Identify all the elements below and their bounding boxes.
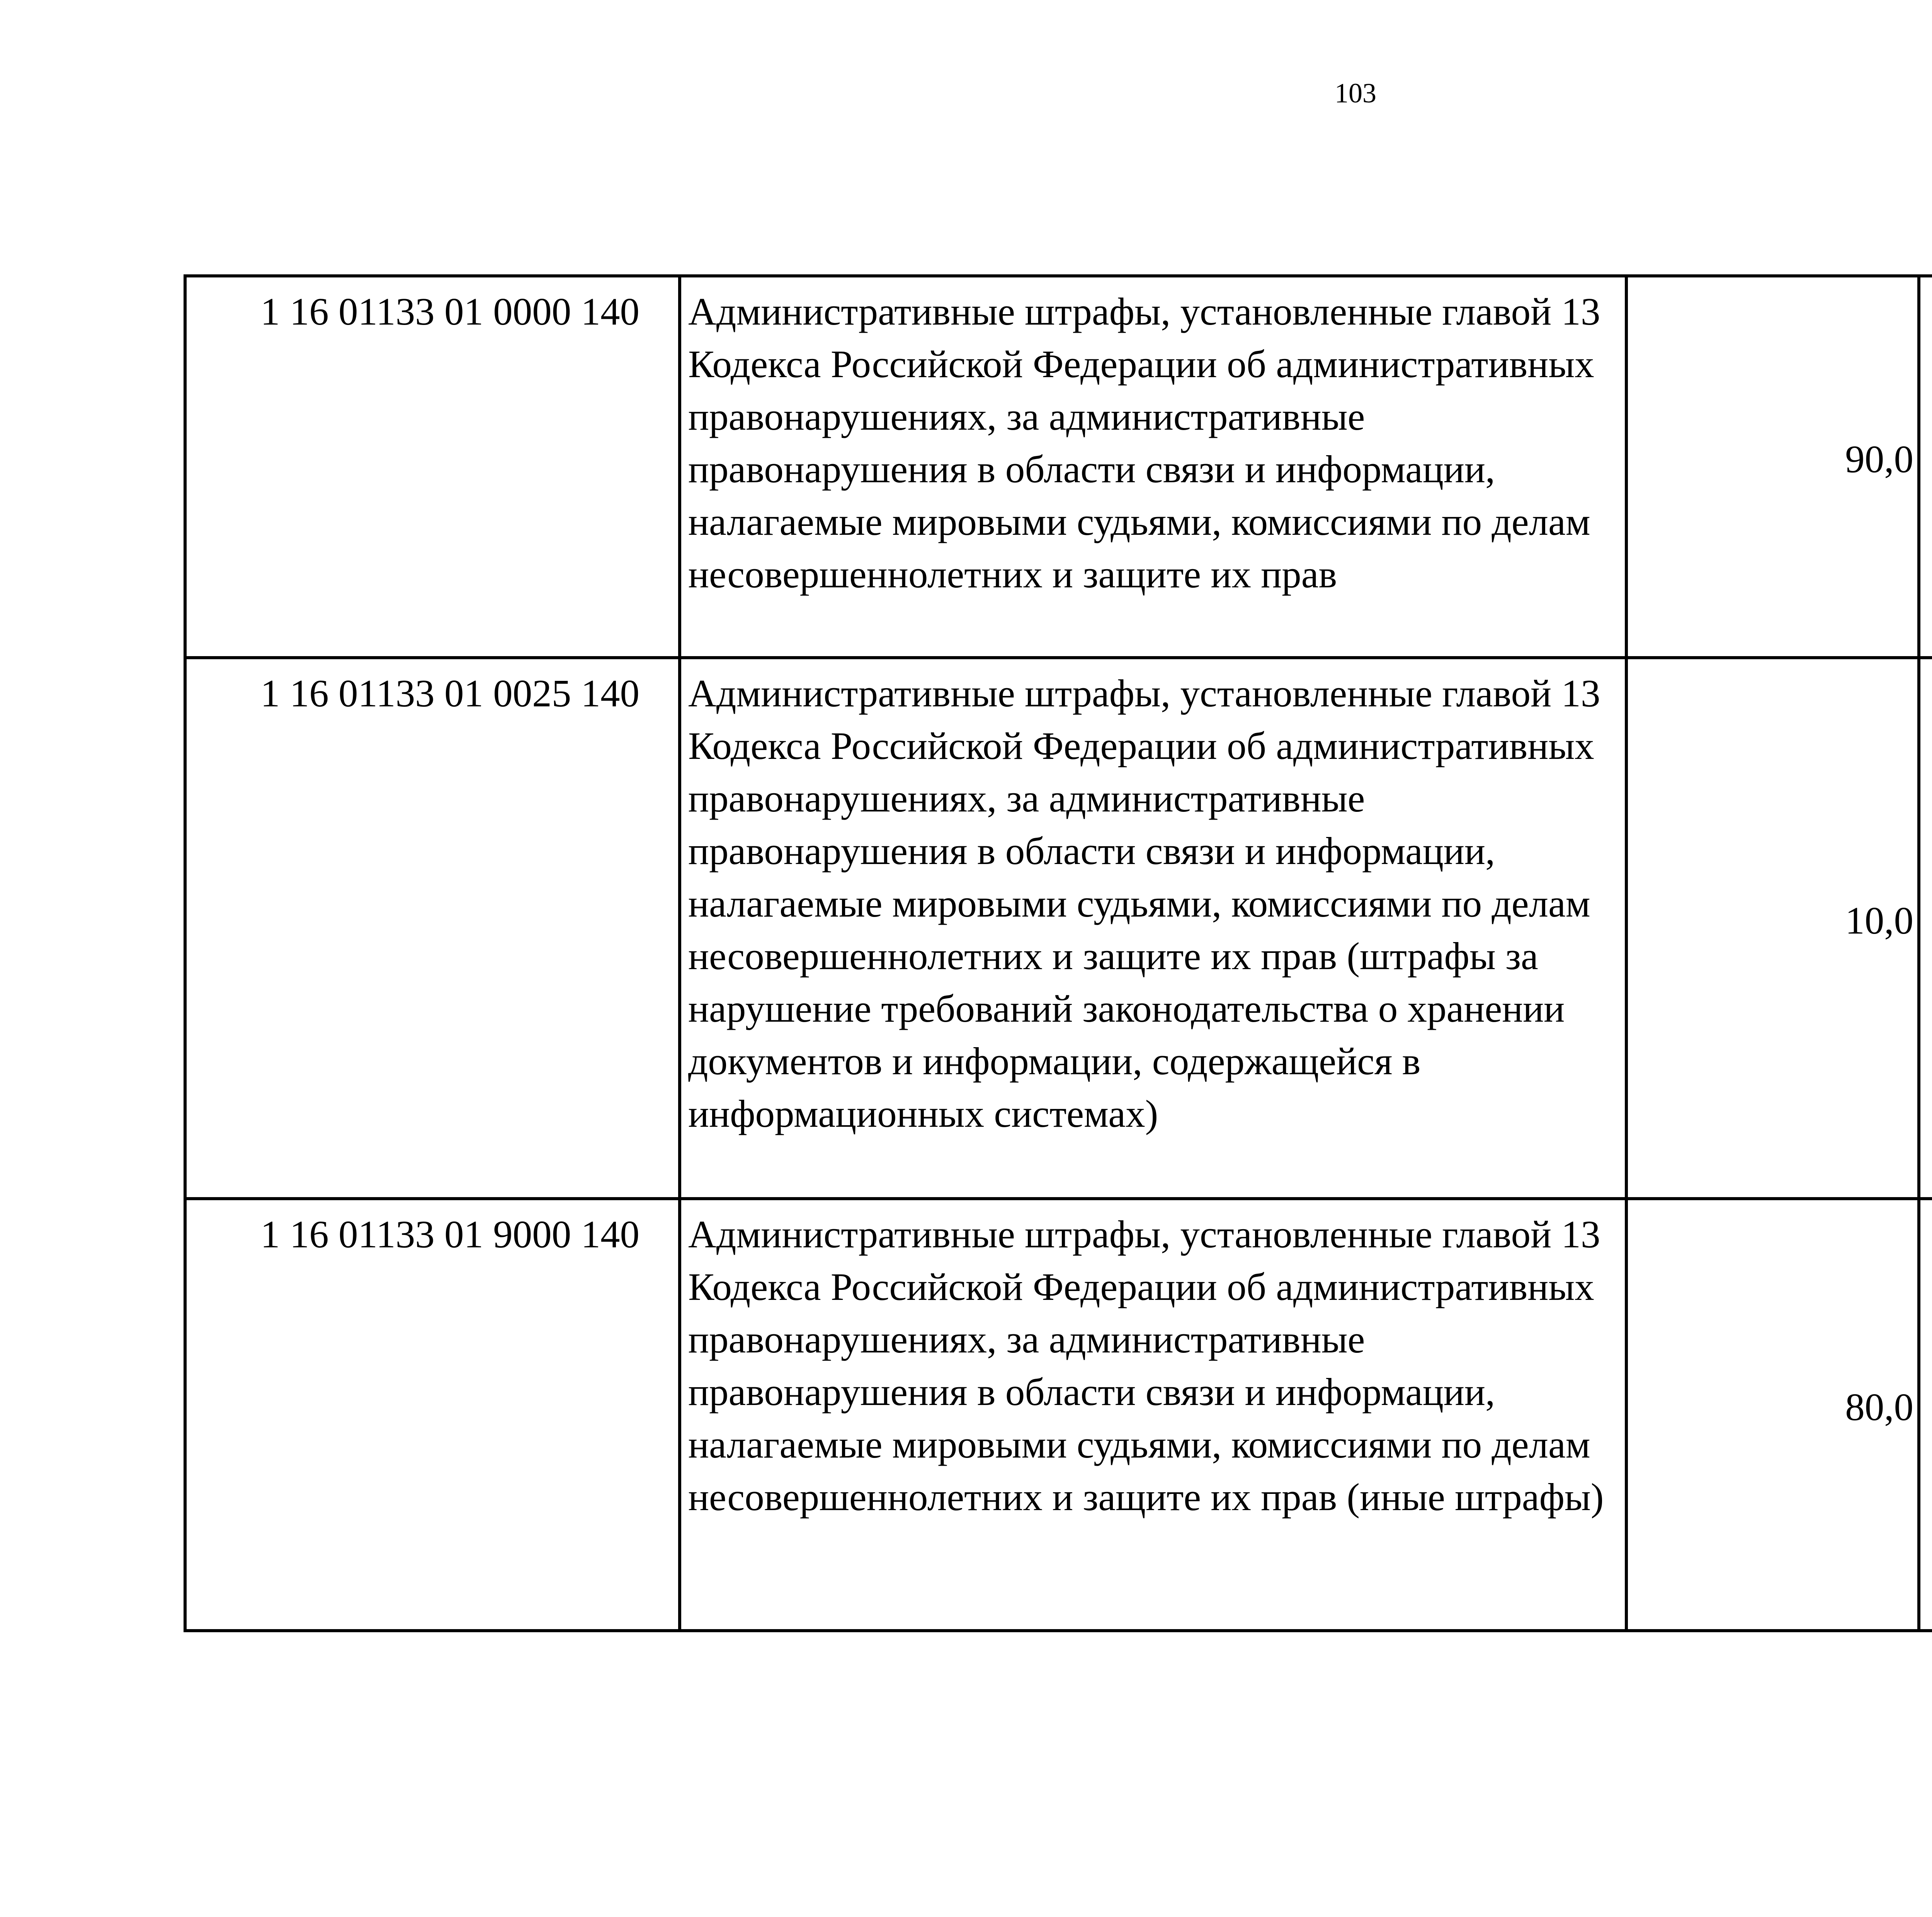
budget-code: 1 16 01133 01 0000 140: [185, 276, 680, 658]
page-number: 103: [1335, 78, 1376, 109]
table-row: [185, 1199, 1932, 1631]
revenue-description: Административные штрафы, установленные главой 13 Кодекса Российской Федерации об административных правонарушениях, за административные правонарушения в области связи и информации, налагаемые мировыми судьями, комиссиями по делам несовершеннолетних и защите их прав: [680, 276, 1626, 658]
amount-year-1: 80,0: [1626, 1199, 1919, 1631]
revenue-description: Административные штрафы, установленные главой 13 Кодекса Российской Федерации об административных правонарушениях, за административные правонарушения в области связи и информации, налагаемые мировыми судьями, комиссиями по делам несовершеннолетних и защите их прав (иные штрафы): [680, 1199, 1626, 1631]
budget-code: 1 16 01133 01 9000 140: [185, 1199, 680, 1631]
budget-code: 1 16 01133 01 0025 140: [185, 658, 680, 1199]
revenue-table: [184, 274, 1932, 1632]
table-row: [185, 276, 1932, 658]
revenue-description: Административные штрафы, установленные главой 13 Кодекса Российской Федерации об административных правонарушениях, за административные правонарушения в области связи и информации, налагаемые мировыми судьями, комиссиями по делам несовершеннолетних и защите их прав (штрафы за нарушение требований законодательства о хранении документов и информации, содержащейся в информационных системах): [680, 658, 1626, 1199]
amount-year-1: 10,0: [1626, 658, 1919, 1199]
amount-year-2: [1919, 1199, 1932, 1631]
amount-year-1: 90,0: [1626, 276, 1919, 658]
amount-year-2: [1919, 276, 1932, 658]
table-row: [185, 658, 1932, 1199]
amount-year-2: [1919, 658, 1932, 1199]
